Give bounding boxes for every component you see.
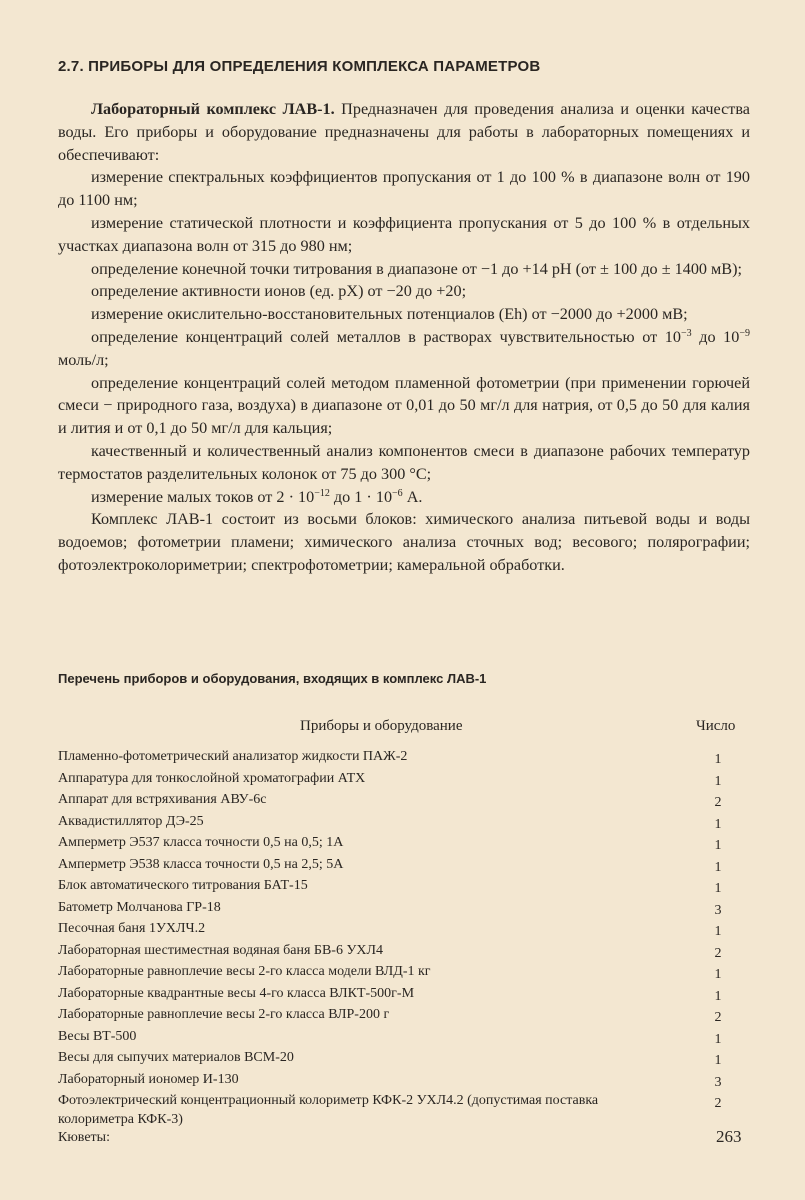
capability-text: измерение малых токов от 2 · 10 [91,487,315,506]
equipment-name: Лабораторные квадрантные весы 4-го класса ВЛКТ-500г-М [58,985,415,1001]
table-row [58,1006,738,1028]
capability-text: моль/л; [58,350,109,369]
equipment-name: Аквадистиллятор ДЭ-25 [58,813,204,829]
equipment-table [58,748,738,1148]
equipment-count: 3 [714,1074,722,1090]
table-row [58,1092,738,1129]
equipment-name: Лабораторные равноплечие весы 2-го класса ВЛР-200 г [58,1007,390,1022]
equipment-count: 1 [714,924,722,939]
capability-text: до 1 · 10 [329,487,393,506]
table-row [58,899,738,921]
capability-text: определение концентраций солей металлов в растворах чувствительностью от 10 [91,327,681,346]
equipment-count: 1 [714,816,722,832]
table-row [58,1071,738,1093]
equipment-count: 2 [714,945,722,961]
capability-text: до 10 [691,327,740,346]
capability-item: измерение спектральных коэффициентов пропускания от 1 до 100 % в диапазоне волн от 190 до 1100 нм; [58,168,750,210]
equipment-name: Песочная баня 1УХЛЧ.2 [58,921,206,936]
exponent: −6 [392,487,403,499]
equipment-list-title: Перечень приборов и оборудования, входящих в комплекс ЛАВ-1 [58,671,487,686]
table-row [58,770,738,792]
equipment-name: Весы для сыпучих материалов ВСМ-20 [58,1050,294,1065]
capability-item [58,486,750,509]
equipment-name: Лабораторные равноплечие весы 2-го класса модели ВЛД-1 кг [58,964,431,979]
table-row [58,834,738,856]
table-row [58,748,738,770]
table-row [58,985,738,1007]
equipment-count: 1 [714,988,722,1004]
column-header-count: Число [696,718,736,734]
table-row [58,942,738,964]
exponent: −9 [739,327,750,339]
equipment-name: Лабораторная шестиместная водяная баня БВ-6 УХЛ4 [58,942,383,958]
table-row [58,1028,738,1050]
equipment-count: 1 [714,1031,722,1047]
capability-item: измерение окислительно-восстановительных потенциалов (Eh) от −2000 до +2000 мВ; [91,305,688,324]
table-row [58,963,738,985]
capability-text: А. [402,487,423,506]
equipment-count: 1 [714,838,722,853]
page-number: 263 [716,1127,742,1146]
equipment-count: 2 [714,795,722,810]
capability-item: определение концентраций солей методом пламенной фотометрии (при применении горючей смеси − природного газа, воздуха) в диапазоне от 0,01 до 50 мг/л для натрия, от 0,5 до 50 для калия и лития и от 0,1 до 50 мг/л для кальция; [58,373,750,438]
equipment-name: Кюветы: [58,1130,110,1145]
intro-lead: Лабораторный комплекс ЛАВ-1. [91,100,335,118]
capability-item: качественный и количественный анализ компонентов смеси в диапазоне рабочих температур термостатов разделительных колонок от 75 до 300 °C; [58,441,750,483]
equipment-count: 1 [714,773,722,789]
equipment-name: Аппаратура для тонкослойной хроматографии АТХ [58,770,366,786]
section-body [58,98,750,577]
equipment-count: 1 [714,752,722,767]
capability-item: измерение статической плотности и коэффициента пропускания от 5 до 100 % в отдельных участках диапазона волн от 315 до 980 нм; [58,213,750,255]
capability-item: определение конечной точки титрования в диапазоне от −1 до +14 pH (от ± 100 до ± 1400 мВ); [91,259,742,278]
exponent: −12 [314,487,330,499]
intro-text: Предназначен для проведения анализа и оценки качества воды. Его приборы и оборудование предназначены для работы в лабораторных помещениях и обеспечивают: [58,100,750,164]
equipment-count: 1 [714,859,722,875]
table-row [58,877,738,899]
equipment-name: Амперметр Э538 класса точности 0,5 на 2,5; 5А [58,856,344,872]
equipment-count: 2 [714,1096,722,1111]
equipment-name: Лабораторный иономер И-130 [58,1071,239,1087]
table-row [58,813,738,835]
capability-item [58,326,750,372]
equipment-name: Амперметр Э537 класса точности 0,5 на 0,5; 1А [58,835,344,850]
equipment-name: Батометр Молчанова ГР-18 [58,899,221,915]
table-row [58,920,738,942]
equipment-count: 2 [714,1010,722,1025]
summary-paragraph: Комплекс ЛАВ-1 состоит из восьми блоков: химического анализа питьевой воды и воды водоемов; фотометрии пламени; химического анализа сточных вод; весового; полярографии; фотоэлектроколориметрии; спектрофотометрии; камеральной обработки. [58,510,750,574]
intro-paragraph [58,98,750,166]
section-heading: 2.7. ПРИБОРЫ ДЛЯ ОПРЕДЕЛЕНИЯ КОМПЛЕКСА ПАРАМЕТРОВ [58,58,541,75]
table-row [58,856,738,878]
equipment-count: 1 [714,881,722,896]
table-row [58,1129,738,1148]
equipment-name: Аппарат для встряхивания АВУ-6с [58,792,267,807]
table-row [58,1049,738,1071]
equipment-count: 3 [714,902,722,918]
equipment-name: Весы ВТ-500 [58,1028,137,1044]
column-header-name: Приборы и оборудование [300,718,463,734]
table-row [58,791,738,813]
equipment-count: 1 [714,1053,722,1068]
exponent: −3 [680,327,692,339]
equipment-count: 1 [714,967,722,982]
equipment-name: Блок автоматического титрования БАТ-15 [58,878,308,893]
equipment-name: Фотоэлектрический концентрационный колориметр КФК-2 УХЛ4.2 (допустимая поставка колориметра КФК-3) [58,1093,599,1127]
equipment-name: Пламенно-фотометрический анализатор жидкости ПАЖ-2 [58,749,408,764]
capability-item: определение активности ионов (ед. pX) от −20 до +20; [91,282,467,301]
